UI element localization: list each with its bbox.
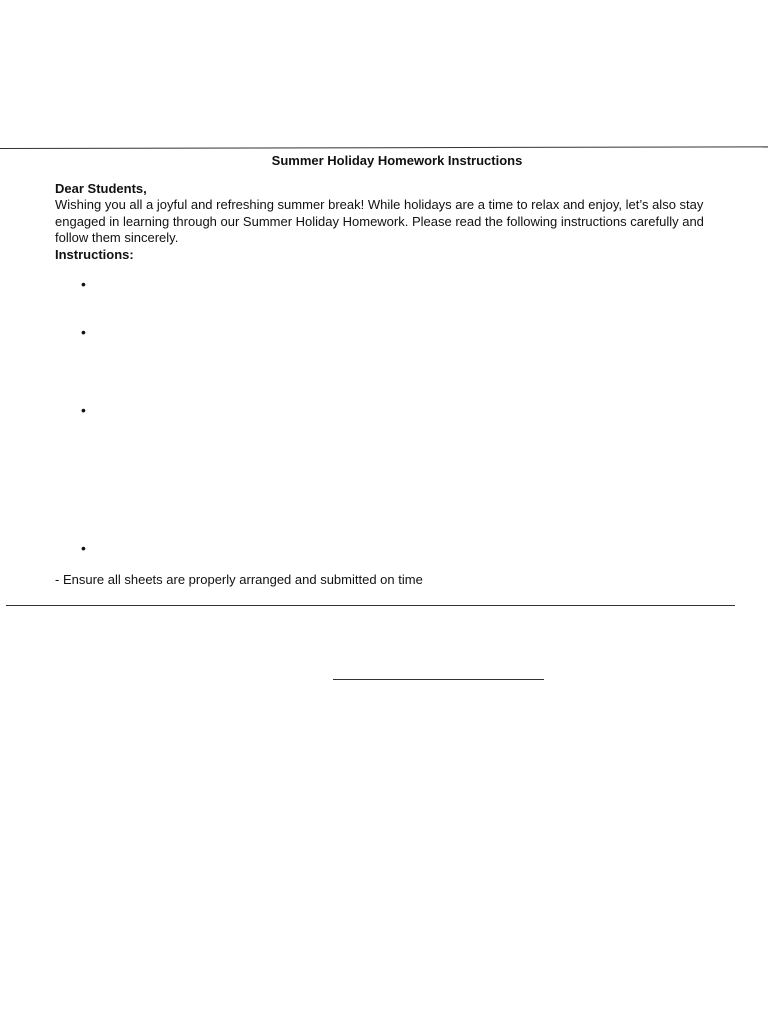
letter-body [55,181,723,263]
bottom-horizontal-rule [6,605,735,606]
bullet-point: • [81,276,86,292]
bullet-point: • [81,540,86,556]
bullet-point: • [81,402,86,418]
intro-paragraph: Wishing you all a joyful and refreshing summer break! While holidays are a time to relax and enjoy, let’s also stay engaged in learning through our Summer Holiday Homework. Please read the following instructions carefully and follow them sincerely. [55,197,704,246]
bullet-point: • [81,324,86,340]
greeting: Dear Students, [55,181,147,196]
instructions-heading: Instructions: [55,246,134,262]
signature-line [333,679,544,680]
closing-note: - Ensure all sheets are properly arranged and submitted on time [55,572,423,587]
top-horizontal-rule [0,146,768,149]
document-title: Summer Holiday Homework Instructions [271,153,523,168]
